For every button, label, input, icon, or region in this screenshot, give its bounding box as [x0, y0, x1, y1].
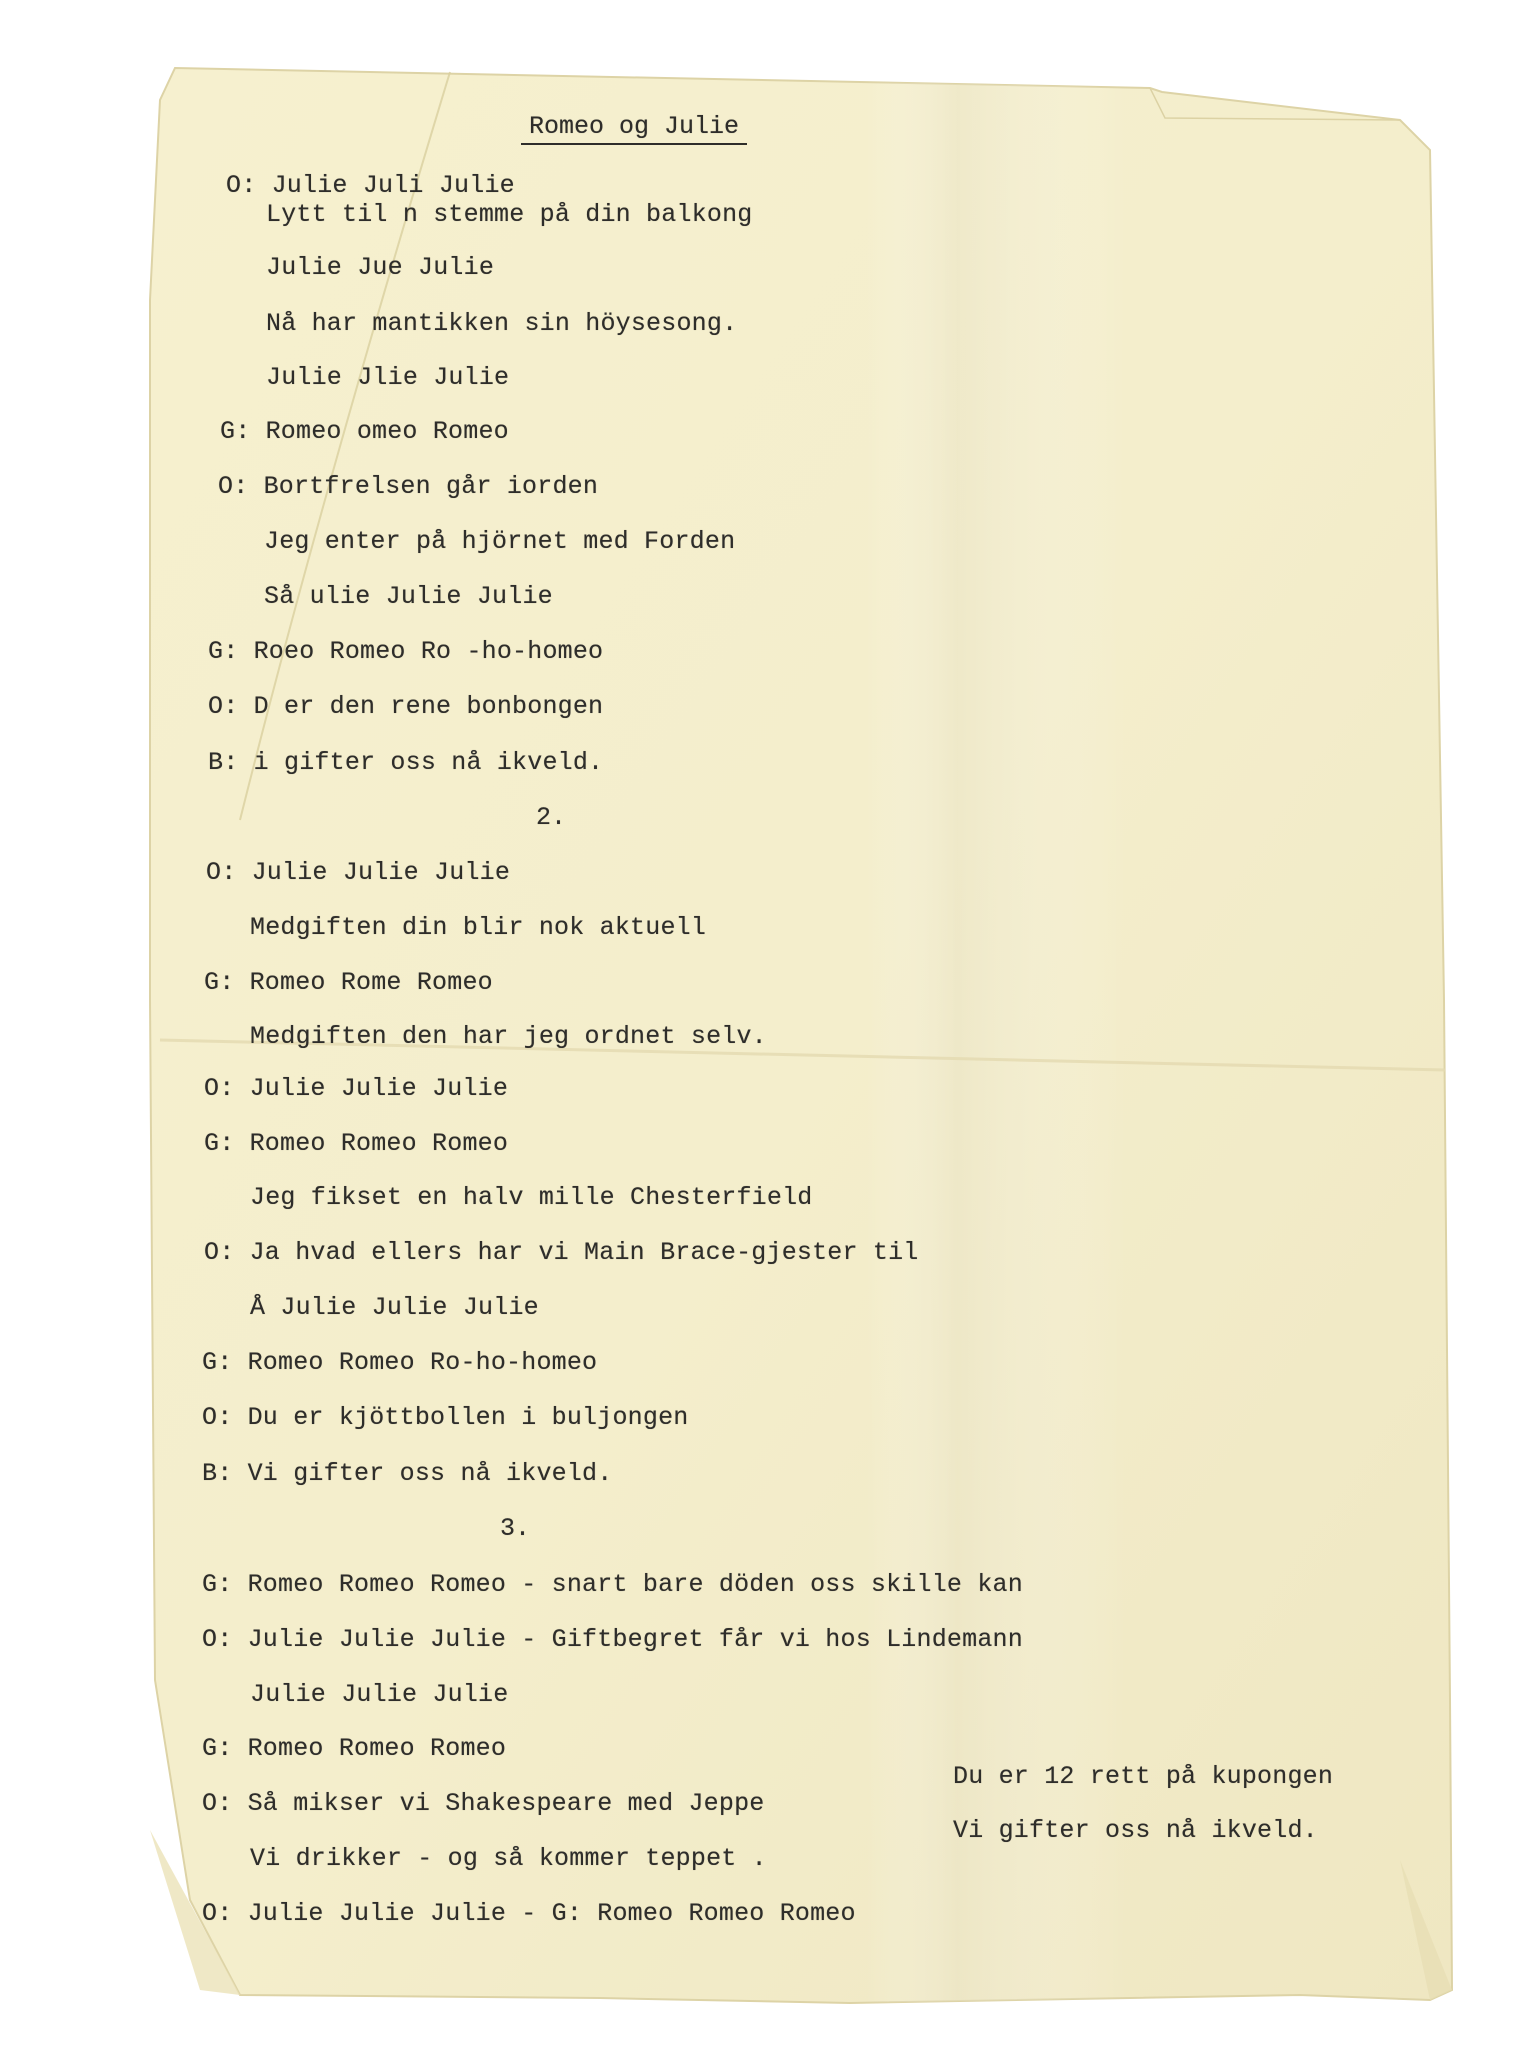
- lyric-line: G: Romeo Romeo Ro-ho-homeo: [202, 1348, 598, 1377]
- lyric-line: O: D⁠ er den rene bonbongen: [208, 692, 604, 721]
- lyric-line: Julie J⁠lie Julie: [266, 363, 510, 392]
- lyric-line: Vi drikker - og så kommer teppet .: [250, 1844, 767, 1873]
- lyric-line: O: Du er kjöttbollen i buljongen: [202, 1403, 689, 1432]
- verse-number: 2.: [536, 803, 567, 832]
- lyric-line: Julie Ju⁠e Julie: [266, 253, 495, 282]
- lyric-line: Jeg ⁠enter på hjörnet med Forden: [264, 527, 736, 556]
- lyric-line: G: Romeo Romeo Romeo: [202, 1734, 507, 1763]
- lyric-line: G: Romeo ⁠omeo Romeo: [220, 417, 509, 446]
- lyric-line: O: Julie Julie Julie - Giftbegret får vi hos Lindemann: [202, 1625, 1023, 1654]
- lyric-line: O: Julie Juli Julie: [226, 171, 515, 200]
- lyric-line: G: Romeo Romeo Romeo - snart bare döden oss skille kan: [202, 1570, 1023, 1599]
- lyric-line: Medgiften den har jeg ordnet selv.: [250, 1022, 767, 1051]
- lyric-line: Julie Julie Julie: [250, 1680, 509, 1709]
- lyric-line: Jeg fikset en halv mille Chesterfield: [250, 1183, 813, 1212]
- lyric-line: O: Bortf⁠relsen går iorden: [218, 472, 599, 501]
- lyric-line: B: ⁠i gifter oss nå ikveld.: [208, 748, 604, 777]
- lyric-line: Lytt til ⁠n stemme på din balkong: [266, 200, 753, 229]
- lyric-line: G: Romeo Rome Romeo: [204, 968, 493, 997]
- lyric-line: Så ⁠ulie Julie Julie: [264, 582, 553, 611]
- lyric-line: G: Romeo Romeo Romeo: [204, 1129, 509, 1158]
- verse-number: 3.: [500, 1514, 531, 1543]
- lyric-line: O: Julie Julie Julie: [206, 858, 511, 887]
- lyric-line: G: Ro⁠eo Romeo Ro -ho-homeo: [208, 637, 604, 666]
- side-note-line: Vi gifter oss nå ikveld.: [953, 1816, 1318, 1845]
- lyric-line: O: Så mikser vi Shakespeare med Jeppe: [202, 1789, 765, 1818]
- lyric-line: O: Julie Julie Julie: [204, 1074, 509, 1103]
- lyric-line: Å Julie Julie Julie: [250, 1293, 539, 1322]
- lyric-line: O: Julie Julie Julie - G: Romeo Romeo Romeo: [202, 1899, 856, 1928]
- side-note-line: Du er 12 rett på kupongen: [953, 1762, 1334, 1791]
- lyric-line: B: Vi gifter oss nå ikveld.: [202, 1459, 613, 1488]
- lyric-line: O: Ja hvad ellers har vi Main Brace-gjester til: [204, 1238, 919, 1267]
- lyric-line: Medgiften din blir nok aktuell: [250, 913, 707, 942]
- lyric-line: Nå har ⁠mantikken sin höysesong.: [266, 309, 738, 338]
- document-title: Romeo og Julie: [521, 112, 747, 145]
